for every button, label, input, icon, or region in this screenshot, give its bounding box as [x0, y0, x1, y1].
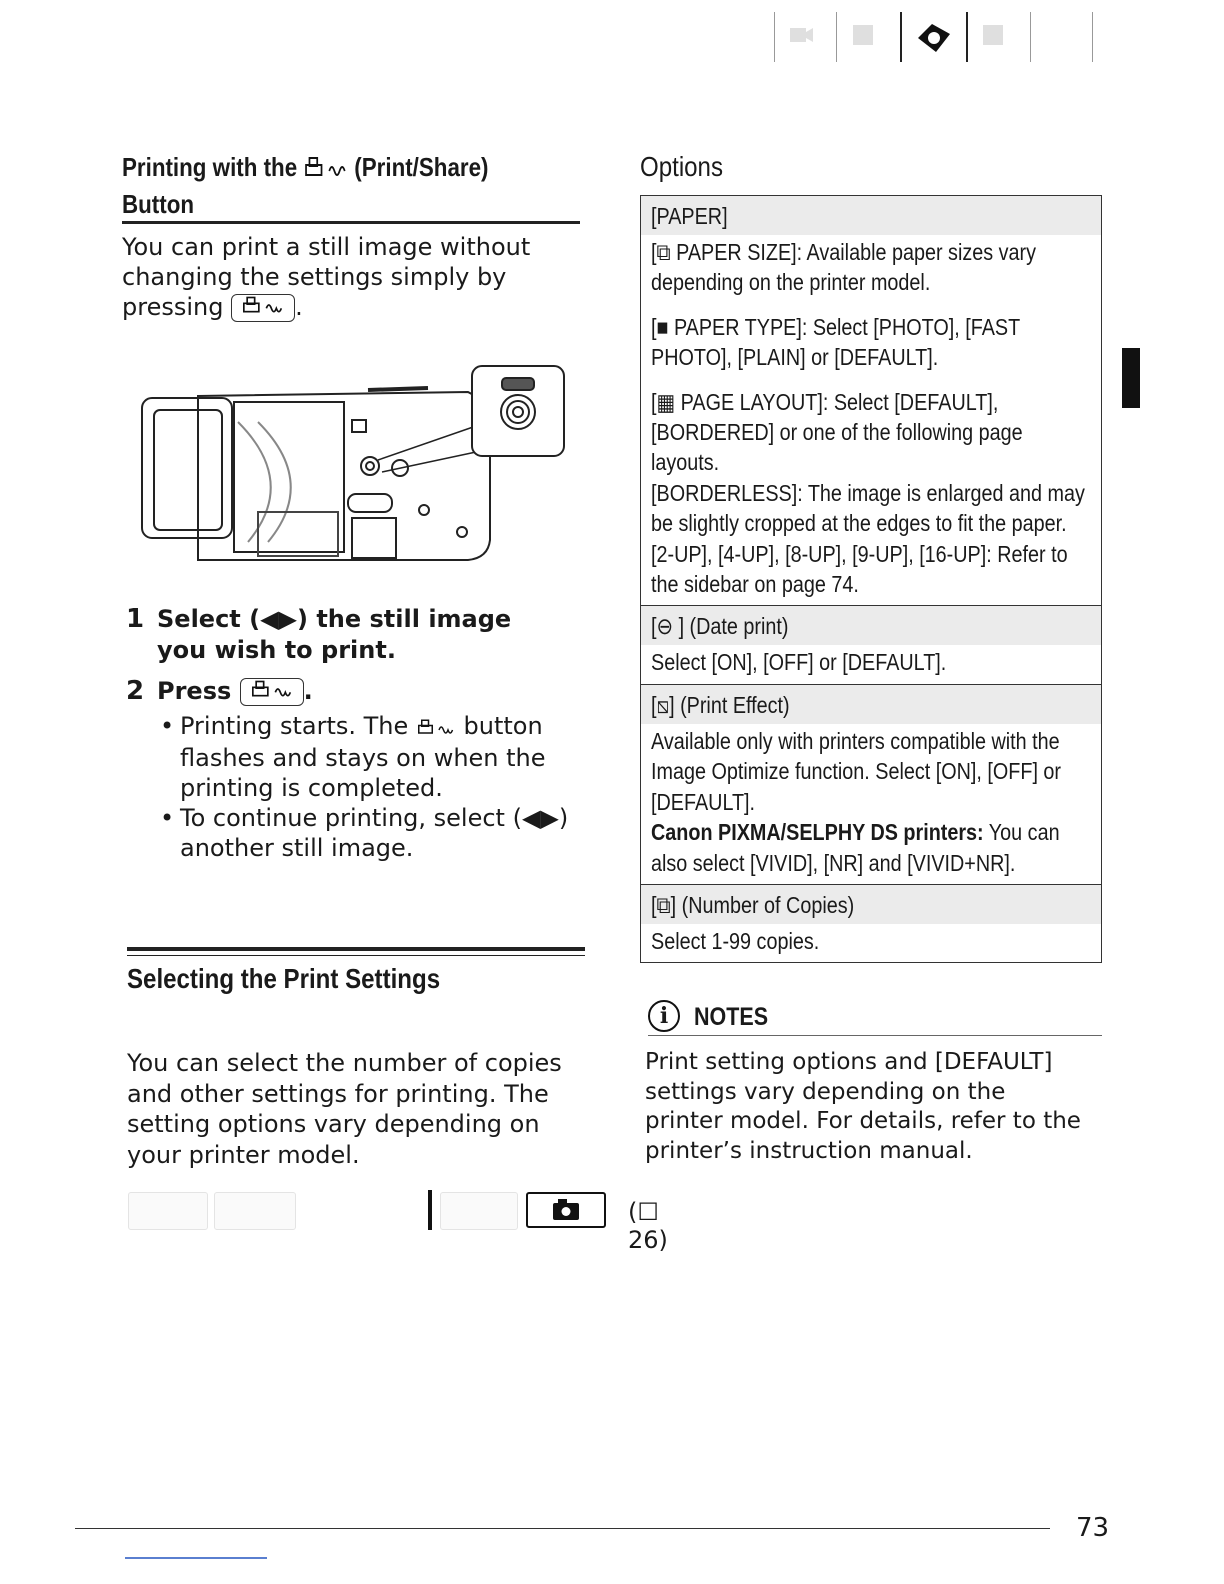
notes-paragraph: Print setting options and [DEFAULT] settings vary depending on the printer model. For details, refer to the printer’s instruction manual. — [645, 1049, 1081, 1164]
divider — [966, 12, 968, 62]
notes-rule — [648, 1035, 1102, 1036]
footer-accent — [125, 1557, 267, 1559]
card-icon — [214, 1192, 296, 1230]
print-effect-heading: [⧅] (Print Effect) — [641, 684, 1101, 724]
section-paragraph: You can select the number of copies and other settings for printing. The setting options vary depending on your printer model. — [127, 1049, 562, 1169]
copies-body: Select 1-99 copies. — [651, 927, 820, 954]
section-rule — [127, 947, 585, 951]
camera-icon — [526, 1192, 606, 1228]
step-2-bullets — [160, 711, 580, 863]
paper-body: [⧉ PAPER SIZE]: Available paper sizes vary depending on the printer model. [■ PAPER TYPE]: Select [PHOTO], [FAST PHOTO], [PLAIN] or [DEFAULT]. [▦ PAGE LAYOUT]: Select [DEFAULT], [BORDERED] or one of the following page layouts. [BORDERLESS]: The image is enlarged and may be slightly cropped at the edges to fit the paper. [2-UP], [4-UP], [8-UP], [9-UP], [16-UP]: Refer to the sidebar on page 74. — [651, 239, 1085, 598]
print-share-icon — [416, 713, 456, 743]
divider — [774, 12, 775, 62]
movie-mode-icon — [788, 22, 814, 48]
step-2: 2 Press . — [126, 676, 313, 706]
movie-mode-icon — [128, 1192, 208, 1230]
options-table — [640, 195, 1102, 963]
camcorder-illustration — [138, 362, 570, 574]
page-number: 73 — [1076, 1513, 1110, 1543]
card-icon — [850, 22, 876, 48]
heading-rule — [122, 221, 580, 224]
print-share-key — [231, 294, 295, 322]
notes-heading: i NOTES — [648, 1000, 1102, 1036]
divider — [428, 1190, 432, 1230]
print-share-icon — [303, 153, 348, 187]
divider — [900, 12, 902, 62]
paper-heading: [PAPER] — [641, 196, 1101, 235]
section-heading: Selecting the Print Settings — [127, 963, 441, 994]
date-print-body: Select [ON], [OFF] or [DEFAULT]. — [651, 649, 947, 676]
info-icon: i — [648, 1000, 680, 1032]
date-print-heading: [⊖ ] (Date print) — [641, 605, 1101, 645]
chapter-tab — [1122, 348, 1140, 408]
step-1: 1 Select (◀▶) the still image you wish to print. — [126, 604, 512, 664]
mode-strip-bottom — [128, 1190, 668, 1254]
list-item: • Printing starts. The button flashes and stays on when the printing is completed. — [160, 711, 580, 803]
page-reference: (☐ 26) — [628, 1198, 668, 1254]
mode-strip-top — [770, 8, 1100, 60]
print-share-heading: Printing with the (Print/Share) Button — [122, 152, 489, 219]
print-mode-icon — [910, 20, 958, 56]
list-item: • To continue printing, select (◀▶) another still image. — [160, 803, 580, 863]
print-effect-body: Available only with printers compatible with the Image Optimize function. Select [ON], [OFF] or [DEFAULT]. Canon PIXMA/SELPHY DS printers: You can also select [VIVID], [NR] and [VIVID+NR]. — [651, 727, 1062, 876]
print-share-key — [240, 678, 304, 706]
intro-paragraph: You can print a still image without changing the settings simply by pressing . — [122, 233, 531, 321]
divider — [1030, 12, 1031, 62]
card-icon-2 — [440, 1192, 518, 1230]
footer-rule — [75, 1528, 1050, 1529]
divider — [836, 12, 837, 62]
copies-heading: [⧉] (Number of Copies) — [641, 884, 1101, 924]
card-icon-2 — [980, 22, 1006, 48]
options-heading: Options — [640, 151, 723, 182]
section-rule-thin — [127, 955, 585, 956]
divider — [1092, 12, 1093, 62]
